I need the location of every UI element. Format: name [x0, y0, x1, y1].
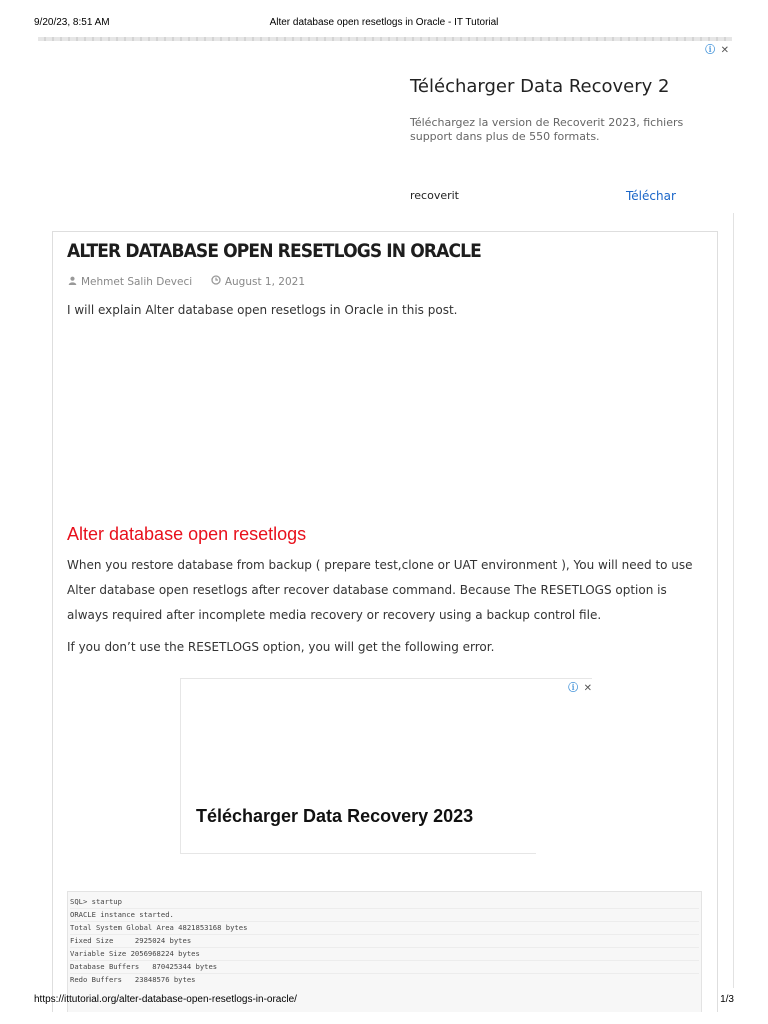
code-line: Variable Size 2056968224 bytes — [70, 947, 699, 960]
inline-advertisement[interactable] — [180, 678, 592, 854]
ad-headline[interactable]: Télécharger Data Recovery 2 — [410, 76, 670, 97]
print-footer — [0, 994, 768, 1008]
body-paragraph: When you restore database from backup ( prepare test,clone or UAT environment ), You will need to use Alter database open resetlogs after recover database command. Because The RESETLOGS option is always required after incomplete media recovery or recovery using a backup control file. — [67, 558, 693, 622]
code-line: Database Buffers 870425344 bytes — [70, 960, 699, 973]
sidebar-divider — [733, 213, 734, 988]
ad-info-icon[interactable]: ⓘ — [705, 45, 717, 56]
clock-icon — [211, 275, 222, 288]
author-link[interactable]: Mehmet Salih Deveci — [81, 276, 193, 288]
code-line: ORACLE instance started. — [70, 908, 699, 921]
ad-headline[interactable]: Télécharger Data Recovery 2023 — [196, 806, 474, 826]
body-paragraph-error: If you don’t use the RESETLOGS option, you will get the following error. — [67, 640, 495, 654]
ad-close-icon[interactable]: ✕ — [720, 45, 730, 56]
ad-download-link[interactable]: Téléchar — [626, 189, 676, 203]
print-header — [0, 17, 768, 31]
print-title: Alter database open resetlogs in Oracle - IT Tutorial — [269, 17, 499, 28]
top-advertisement[interactable] — [38, 41, 732, 213]
ad-brand: recoverit — [410, 189, 459, 202]
post-date: August 1, 2021 — [224, 276, 306, 288]
code-line: SQL> startup — [70, 897, 122, 906]
article-card — [52, 231, 718, 1012]
print-date: 9/20/23, 8:51 AM — [34, 17, 110, 28]
ad-choices[interactable] — [705, 41, 730, 56]
code-line: Fixed Size 2925024 bytes — [70, 934, 699, 947]
article-meta — [67, 275, 305, 288]
page-url: https://ittutorial.org/alter-database-open-resetlogs-in-oracle/ — [34, 994, 297, 1005]
code-line: Total System Global Area 4821853168 bytes — [70, 921, 699, 934]
code-line: Redo Buffers 23848576 bytes — [70, 973, 699, 986]
ad-info-icon[interactable]: ⓘ — [568, 683, 580, 694]
ad-description: Téléchargez la version de Recoverit 2023, fichiers support dans plus de 550 formats. — [410, 116, 684, 143]
section-heading: Alter database open resetlogs — [67, 524, 307, 544]
intro-text: I will explain Alter database open resetlogs in Oracle in this post. — [67, 303, 458, 317]
article-title: ALTER DATABASE OPEN RESETLOGS IN ORACLE — [67, 240, 481, 262]
ad-choices[interactable] — [568, 679, 593, 694]
page-count: 1/3 — [720, 994, 734, 1005]
ad-close-icon[interactable]: ✕ — [583, 683, 593, 694]
user-icon — [67, 276, 78, 288]
